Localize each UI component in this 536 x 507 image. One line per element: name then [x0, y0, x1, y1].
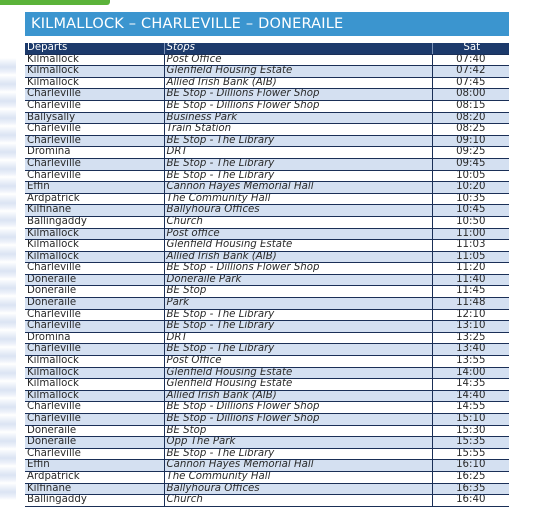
- departs-cell: Charleville: [25, 100, 164, 112]
- departs-cell: Kilfinane: [25, 483, 164, 495]
- time-cell: 13:55: [432, 356, 509, 368]
- table-row: [25, 437, 509, 449]
- departs-cell: Dromina: [25, 332, 164, 344]
- time-cell: 15:10: [432, 414, 509, 426]
- time-cell: 10:20: [432, 182, 509, 194]
- table-row: [25, 344, 509, 356]
- table-row: [25, 158, 509, 170]
- table-row: [25, 379, 509, 391]
- table-row: [25, 182, 509, 194]
- time-cell: 10:50: [432, 216, 509, 228]
- time-cell: 15:35: [432, 437, 509, 449]
- time-cell: 09:45: [432, 158, 509, 170]
- table-row: [25, 170, 509, 182]
- table-row: [25, 414, 509, 426]
- time-cell: 07:42: [432, 66, 509, 78]
- stop-cell: BE Stop - The Library: [164, 158, 432, 170]
- departs-cell: Kilmallock: [25, 390, 164, 402]
- stop-cell: Post office: [164, 228, 432, 240]
- table-row: [25, 425, 509, 437]
- stop-cell: BE Stop: [164, 425, 432, 437]
- column-header-stops: Stops: [164, 43, 432, 54]
- departs-cell: Kilmallock: [25, 379, 164, 391]
- departs-cell: Kilmallock: [25, 367, 164, 379]
- column-header-sat: Sat: [432, 43, 509, 54]
- stop-cell: BE Stop - Dillions Flower Shop: [164, 100, 432, 112]
- stop-cell: BE Stop - The Library: [164, 170, 432, 182]
- table-row: [25, 251, 509, 263]
- time-cell: 16:40: [432, 495, 509, 507]
- time-cell: 09:25: [432, 147, 509, 159]
- stop-cell: BE Stop: [164, 286, 432, 298]
- table-row: [25, 89, 509, 101]
- table-row: [25, 274, 509, 286]
- departs-cell: Charleville: [25, 402, 164, 414]
- time-cell: 11:40: [432, 274, 509, 286]
- departs-cell: Charleville: [25, 135, 164, 147]
- time-cell: 08:20: [432, 112, 509, 124]
- departs-cell: Charleville: [25, 448, 164, 460]
- stop-cell: Glenfield Housing Estate: [164, 379, 432, 391]
- table-row: [25, 321, 509, 333]
- time-cell: 14:40: [432, 390, 509, 402]
- time-cell: 11:20: [432, 263, 509, 275]
- stop-cell: BE Stop - Dillions Flower Shop: [164, 414, 432, 426]
- stop-cell: Church: [164, 495, 432, 507]
- table-row: [25, 471, 509, 483]
- departs-cell: Dromina: [25, 147, 164, 159]
- time-cell: 13:25: [432, 332, 509, 344]
- stop-cell: BE Stop - Dillions Flower Shop: [164, 402, 432, 414]
- departs-cell: Kilmallock: [25, 356, 164, 368]
- departs-cell: Doneraile: [25, 274, 164, 286]
- departs-cell: Charleville: [25, 170, 164, 182]
- time-cell: 11:00: [432, 228, 509, 240]
- stop-cell: BE Stop - Dillions Flower Shop: [164, 89, 432, 101]
- departs-cell: Charleville: [25, 263, 164, 275]
- departs-cell: Kilmallock: [25, 228, 164, 240]
- table-row: [25, 367, 509, 379]
- table-row: [25, 332, 509, 344]
- table-row: [25, 402, 509, 414]
- stop-cell: Allied Irish Bank (AIB): [164, 390, 432, 402]
- departs-cell: Ardpatrick: [25, 193, 164, 205]
- time-cell: 12:10: [432, 309, 509, 321]
- time-cell: 10:45: [432, 205, 509, 217]
- departs-cell: Charleville: [25, 158, 164, 170]
- time-cell: 16:35: [432, 483, 509, 495]
- departs-cell: Ballingaddy: [25, 495, 164, 507]
- stop-cell: Ballyhoura Offices: [164, 483, 432, 495]
- departs-cell: Charleville: [25, 89, 164, 101]
- departs-cell: Doneraile: [25, 298, 164, 310]
- timetable-body: [25, 54, 509, 506]
- table-row: [25, 460, 509, 472]
- time-cell: 08:25: [432, 124, 509, 136]
- stop-cell: Opp The Park: [164, 437, 432, 449]
- time-cell: 14:00: [432, 367, 509, 379]
- stop-cell: Glenfield Housing Estate: [164, 367, 432, 379]
- time-cell: 08:00: [432, 89, 509, 101]
- time-cell: 14:35: [432, 379, 509, 391]
- stop-cell: Cannon Hayes Memorial Hall: [164, 460, 432, 472]
- timetable-header-row: [25, 43, 509, 54]
- departs-cell: Ardpatrick: [25, 471, 164, 483]
- departs-cell: Charleville: [25, 309, 164, 321]
- table-row: [25, 356, 509, 368]
- stop-cell: BE Stop - Dillions Flower Shop: [164, 263, 432, 275]
- stop-cell: Cannon Hayes Memorial Hall: [164, 182, 432, 194]
- departs-cell: Doneraile: [25, 286, 164, 298]
- departs-cell: Kilmallock: [25, 66, 164, 78]
- departs-cell: Charleville: [25, 414, 164, 426]
- table-row: [25, 77, 509, 89]
- departs-cell: Charleville: [25, 124, 164, 136]
- departs-cell: Doneraile: [25, 425, 164, 437]
- time-cell: 07:40: [432, 54, 509, 66]
- table-row: [25, 286, 509, 298]
- route-title-banner: KILMALLOCK – CHARLEVILLE – DONERAILE: [25, 12, 509, 36]
- time-cell: 09:10: [432, 135, 509, 147]
- table-row: [25, 263, 509, 275]
- stop-cell: BE Stop - The Library: [164, 135, 432, 147]
- time-cell: 16:25: [432, 471, 509, 483]
- table-row: [25, 298, 509, 310]
- table-row: [25, 66, 509, 78]
- stop-cell: Doneraile Park: [164, 274, 432, 286]
- table-row: [25, 54, 509, 66]
- stop-cell: BE Stop - The Library: [164, 344, 432, 356]
- time-cell: 13:40: [432, 344, 509, 356]
- table-row: [25, 147, 509, 159]
- time-cell: 10:35: [432, 193, 509, 205]
- table-row: [25, 240, 509, 252]
- time-cell: 11:05: [432, 251, 509, 263]
- time-cell: 15:30: [432, 425, 509, 437]
- stop-cell: Park: [164, 298, 432, 310]
- stop-cell: Post Office: [164, 356, 432, 368]
- table-row: [25, 124, 509, 136]
- brand-accent-stripe: [0, 0, 110, 5]
- stop-cell: Church: [164, 216, 432, 228]
- column-header-departs: Departs: [25, 43, 164, 54]
- stop-cell: Allied Irish Bank (AIB): [164, 251, 432, 263]
- stop-cell: BE Stop - The Library: [164, 448, 432, 460]
- stop-cell: Ballyhoura Offices: [164, 205, 432, 217]
- stop-cell: Glenfield Housing Estate: [164, 66, 432, 78]
- stop-cell: DRT: [164, 147, 432, 159]
- table-row: [25, 448, 509, 460]
- table-row: [25, 100, 509, 112]
- time-cell: 14:55: [432, 402, 509, 414]
- departs-cell: Kilmallock: [25, 251, 164, 263]
- stop-cell: Business Park: [164, 112, 432, 124]
- time-cell: 16:10: [432, 460, 509, 472]
- stop-cell: DRT: [164, 332, 432, 344]
- stop-cell: Allied Irish Bank (AIB): [164, 77, 432, 89]
- departs-cell: Charleville: [25, 344, 164, 356]
- time-cell: 13:10: [432, 321, 509, 333]
- departs-cell: Kilmallock: [25, 240, 164, 252]
- table-row: [25, 193, 509, 205]
- table-row: [25, 135, 509, 147]
- departs-cell: Doneraile: [25, 437, 164, 449]
- stop-cell: BE Stop - The Library: [164, 309, 432, 321]
- timetable: [25, 43, 509, 507]
- time-cell: 07:45: [432, 77, 509, 89]
- table-row: [25, 495, 509, 507]
- table-row: [25, 112, 509, 124]
- stop-cell: Post Office: [164, 54, 432, 66]
- departs-cell: Effin: [25, 182, 164, 194]
- departs-cell: Effin: [25, 460, 164, 472]
- time-cell: 11:03: [432, 240, 509, 252]
- decorative-ribbon: [0, 58, 16, 500]
- departs-cell: Kilmallock: [25, 54, 164, 66]
- stop-cell: BE Stop - The Library: [164, 321, 432, 333]
- stop-cell: The Community Hall: [164, 193, 432, 205]
- table-row: [25, 228, 509, 240]
- departs-cell: Kilfinane: [25, 205, 164, 217]
- departs-cell: Kilmallock: [25, 77, 164, 89]
- table-row: [25, 216, 509, 228]
- departs-cell: Ballysally: [25, 112, 164, 124]
- time-cell: 11:45: [432, 286, 509, 298]
- time-cell: 08:15: [432, 100, 509, 112]
- time-cell: 10:05: [432, 170, 509, 182]
- time-cell: 15:55: [432, 448, 509, 460]
- table-row: [25, 483, 509, 495]
- table-row: [25, 205, 509, 217]
- stop-cell: Train Station: [164, 124, 432, 136]
- table-row: [25, 390, 509, 402]
- departs-cell: Charleville: [25, 321, 164, 333]
- stop-cell: Glenfield Housing Estate: [164, 240, 432, 252]
- stop-cell: The Community Hall: [164, 471, 432, 483]
- time-cell: 11:48: [432, 298, 509, 310]
- table-row: [25, 309, 509, 321]
- departs-cell: Ballingaddy: [25, 216, 164, 228]
